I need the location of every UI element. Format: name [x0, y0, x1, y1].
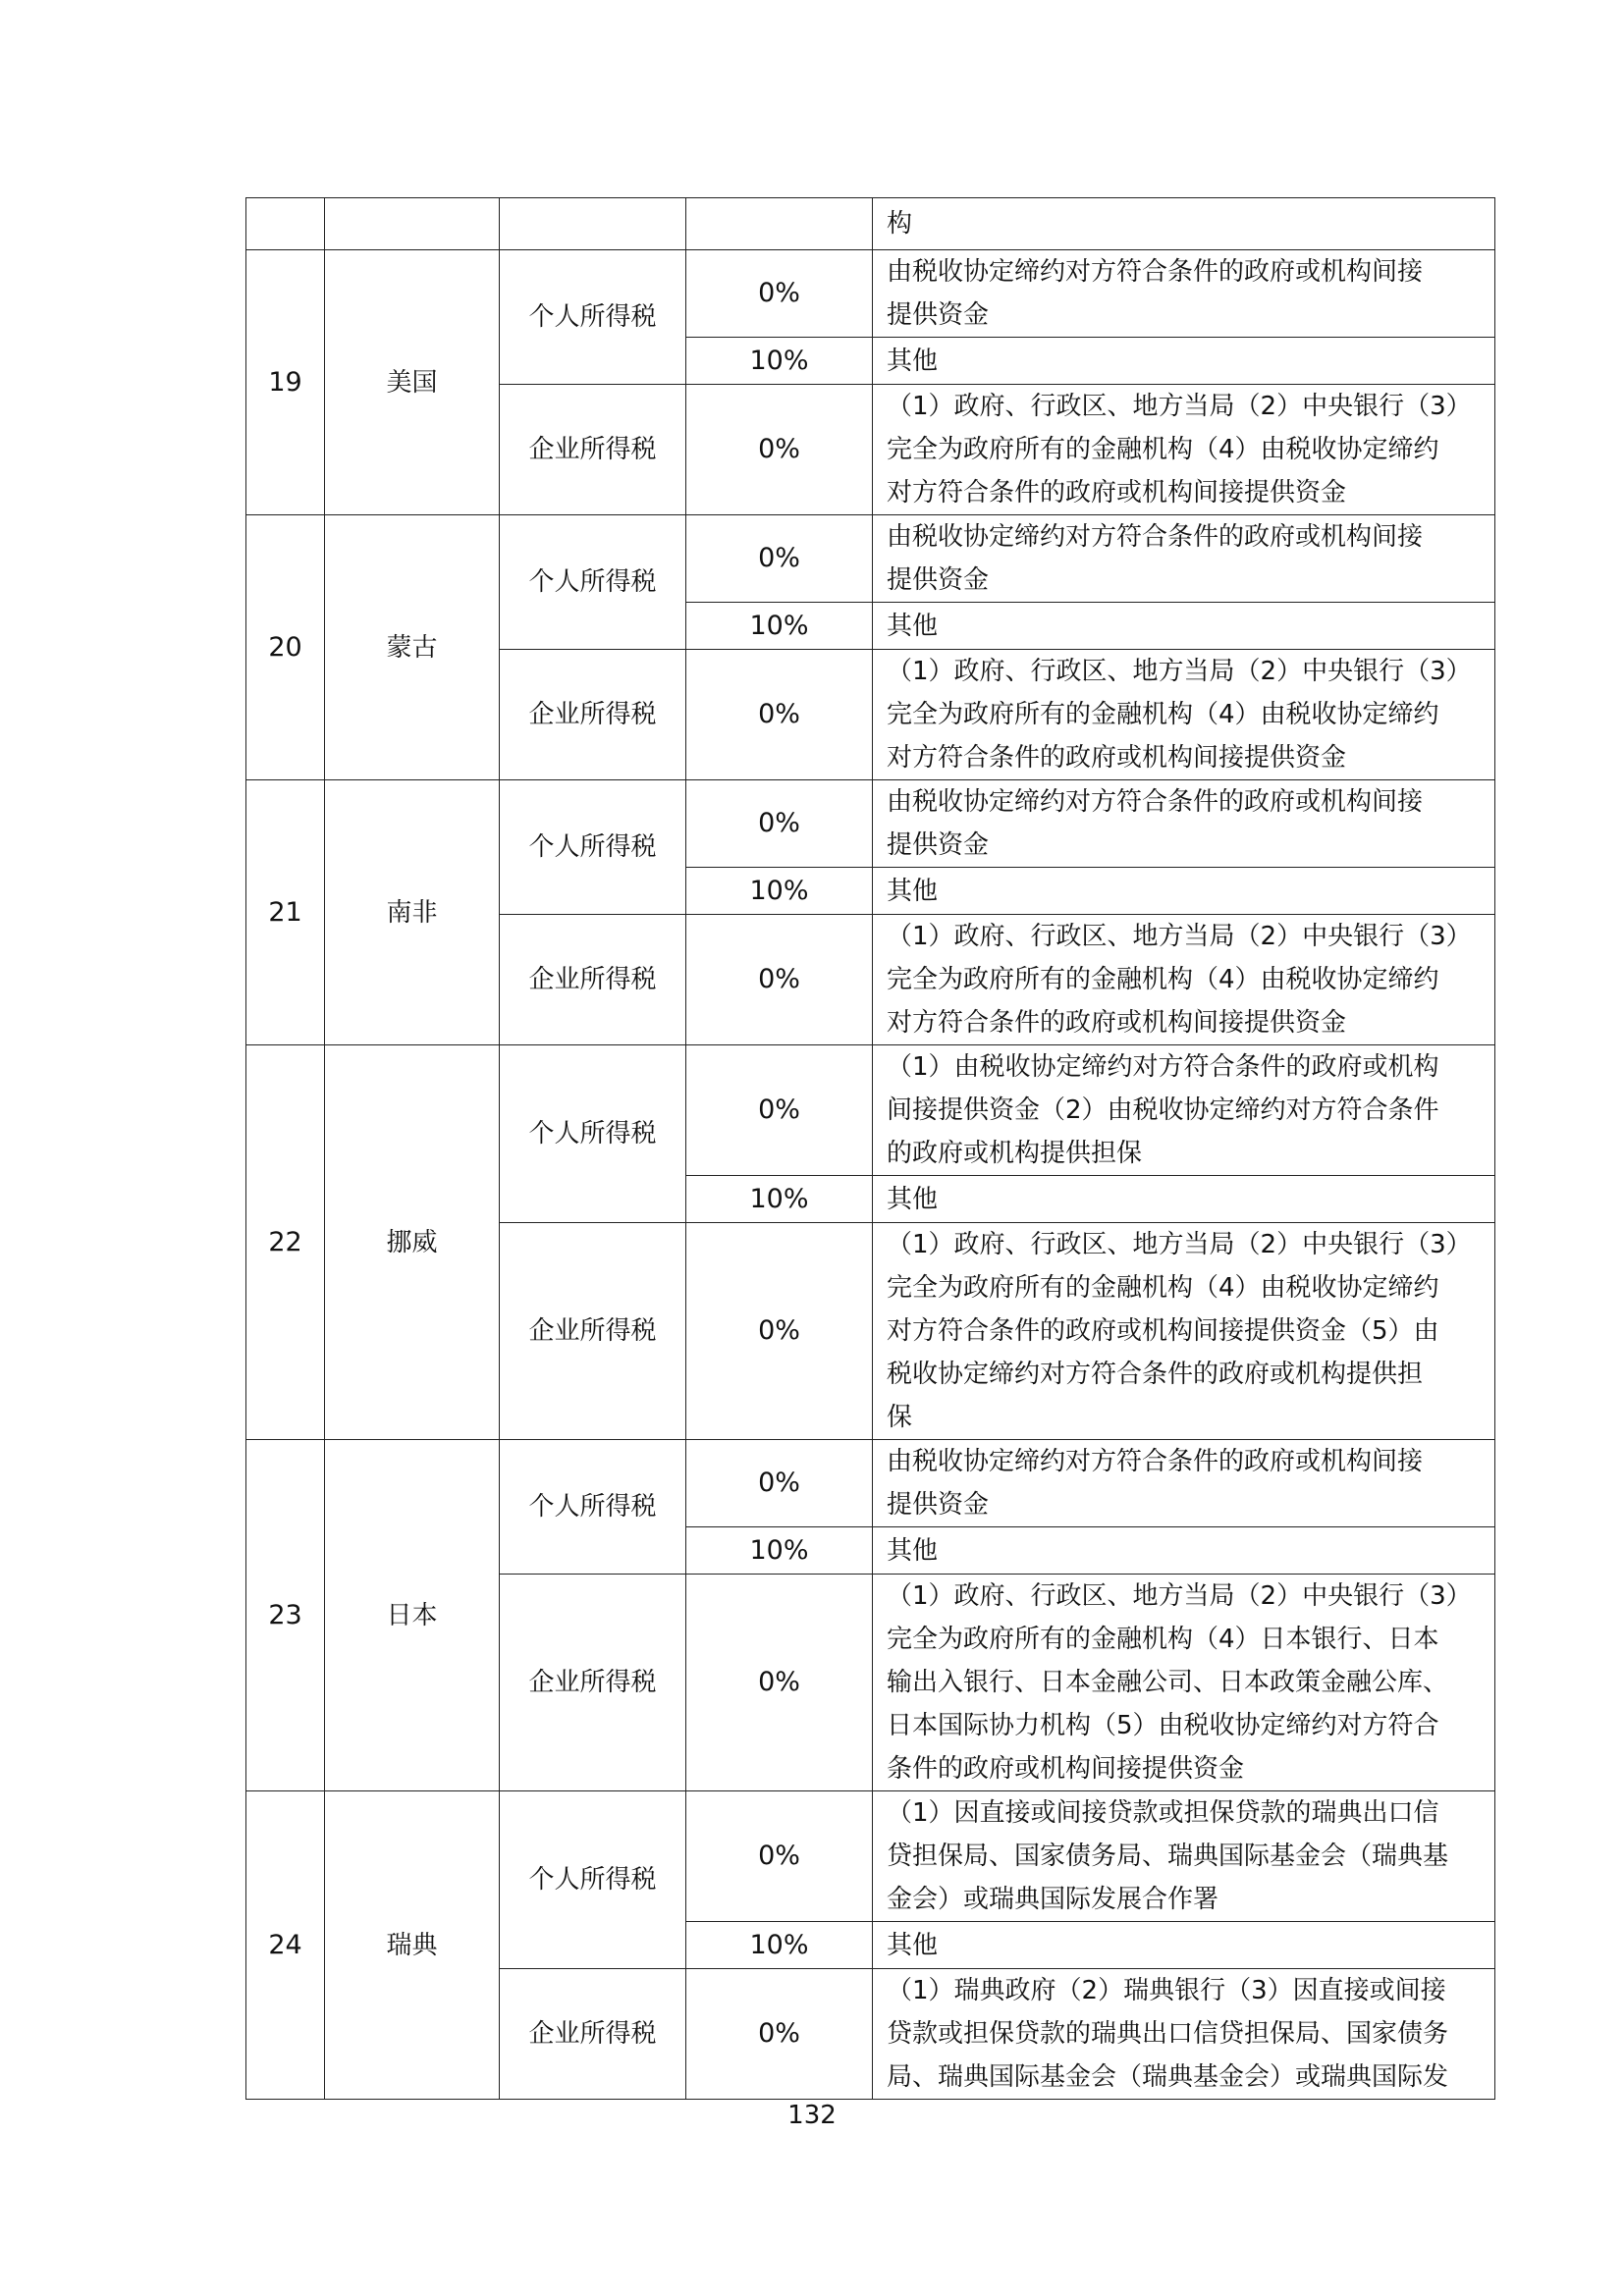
desc-line: 完全为政府所有的金融机构（4）由税收协定缔约: [887, 965, 1439, 994]
country-name: 日本: [325, 1440, 500, 1791]
empty-cell: [325, 198, 500, 250]
tax-rate: 0%: [686, 385, 873, 515]
tax-type-label: 个人所得税: [500, 1791, 686, 1969]
tax-type-label: 个人所得税: [500, 1045, 686, 1223]
condition-cell: [873, 650, 1495, 780]
country-name: 挪威: [325, 1045, 500, 1440]
condition-cell: 其他: [873, 1176, 1495, 1223]
tax-type-label: 企业所得税: [500, 1969, 686, 2100]
country-name: 南非: [325, 780, 500, 1045]
table-row: [246, 515, 1495, 603]
condition-cell: [873, 515, 1495, 603]
tax-rate: 10%: [686, 338, 873, 385]
tax-rate: 0%: [686, 1791, 873, 1922]
tax-type-label: 个人所得税: [500, 780, 686, 915]
desc-line: 间接提供资金（2）由税收协定缔约对方符合条件: [887, 1095, 1439, 1125]
condition-cell: [873, 1969, 1495, 2100]
continuation-text: 构: [873, 198, 1495, 250]
desc-line: （1）瑞典政府（2）瑞典银行（3）因直接或间接: [887, 1976, 1446, 2005]
tax-rate: 0%: [686, 250, 873, 338]
desc-line: 贷款或担保贷款的瑞典出口信贷担保局、国家债务: [887, 2019, 1449, 2049]
condition-cell: 其他: [873, 338, 1495, 385]
table-row: [246, 1791, 1495, 1922]
condition-cell: [873, 780, 1495, 868]
condition-cell: 其他: [873, 868, 1495, 915]
tax-rate: 10%: [686, 1527, 873, 1575]
desc-line: 对方符合条件的政府或机构间接提供资金: [887, 1008, 1347, 1038]
desc-line: 输出入银行、日本金融公司、日本政策金融公库、: [887, 1668, 1449, 1697]
desc-line: 贷担保局、国家债务局、瑞典国际基金会（瑞典基: [887, 1842, 1449, 1871]
tax-treaty-table: [245, 197, 1495, 2100]
table-row: [246, 1045, 1495, 1176]
continuation-row: [246, 198, 1495, 250]
tax-type-label: 个人所得税: [500, 250, 686, 385]
desc-line: 的政府或机构提供担保: [887, 1139, 1143, 1168]
desc-line: （1）因直接或间接贷款或担保贷款的瑞典出口信: [887, 1798, 1439, 1828]
table-row: [246, 780, 1495, 868]
country-name: 美国: [325, 250, 500, 515]
tax-type-label: 个人所得税: [500, 515, 686, 650]
tax-type-label: 企业所得税: [500, 1575, 686, 1791]
tax-type-label: 企业所得税: [500, 385, 686, 515]
condition-cell: [873, 915, 1495, 1045]
desc-line: （1）政府、行政区、地方当局（2）中央银行（3）: [887, 922, 1472, 951]
tax-rate: 0%: [686, 1440, 873, 1527]
desc-line: 由税收协定缔约对方符合条件的政府或机构间接: [887, 1447, 1424, 1476]
tax-rate: 0%: [686, 1223, 873, 1440]
desc-line: 对方符合条件的政府或机构间接提供资金: [887, 478, 1347, 507]
empty-cell: [686, 198, 873, 250]
tax-rate: 10%: [686, 868, 873, 915]
desc-line: 提供资金: [887, 1490, 990, 1520]
condition-cell: [873, 1045, 1495, 1176]
desc-line: 对方符合条件的政府或机构间接提供资金: [887, 743, 1347, 773]
desc-line: 完全为政府所有的金融机构（4）由税收协定缔约: [887, 435, 1439, 464]
row-number: 21: [246, 780, 325, 1045]
desc-line: 完全为政府所有的金融机构（4）由税收协定缔约: [887, 700, 1439, 729]
desc-line: 由税收协定缔约对方符合条件的政府或机构间接: [887, 522, 1424, 552]
row-number: 24: [246, 1791, 325, 2100]
desc-line: 日本国际协力机构（5）由税收协定缔约对方符合: [887, 1711, 1439, 1740]
condition-cell: 其他: [873, 603, 1495, 650]
condition-cell: [873, 1223, 1495, 1440]
condition-cell: 其他: [873, 1922, 1495, 1969]
tax-type-label: 企业所得税: [500, 650, 686, 780]
condition-cell: [873, 385, 1495, 515]
table-row: [246, 250, 1495, 338]
empty-cell: [500, 198, 686, 250]
tax-type-label: 企业所得税: [500, 915, 686, 1045]
desc-line: 条件的政府或机构间接提供资金: [887, 1754, 1245, 1784]
desc-line: （1）政府、行政区、地方当局（2）中央银行（3）: [887, 1581, 1472, 1611]
country-name: 蒙古: [325, 515, 500, 780]
tax-rate: 0%: [686, 1969, 873, 2100]
condition-cell: [873, 1440, 1495, 1527]
desc-line: 对方符合条件的政府或机构间接提供资金（5）由: [887, 1316, 1439, 1346]
desc-line: （1）由税收协定缔约对方符合条件的政府或机构: [887, 1052, 1439, 1082]
desc-line: 提供资金: [887, 300, 990, 330]
condition-cell: [873, 250, 1495, 338]
condition-cell: [873, 1575, 1495, 1791]
tax-type-label: 企业所得税: [500, 1223, 686, 1440]
desc-line: 提供资金: [887, 830, 990, 860]
condition-cell: 其他: [873, 1527, 1495, 1575]
desc-line: 提供资金: [887, 565, 990, 595]
empty-cell: [246, 198, 325, 250]
desc-line: 完全为政府所有的金融机构（4）日本银行、日本: [887, 1625, 1439, 1654]
tax-rate: 10%: [686, 1922, 873, 1969]
desc-line: （1）政府、行政区、地方当局（2）中央银行（3）: [887, 392, 1472, 421]
desc-line: 由税收协定缔约对方符合条件的政府或机构间接: [887, 257, 1424, 287]
row-number: 20: [246, 515, 325, 780]
tax-rate: 10%: [686, 1176, 873, 1223]
tax-rate: 0%: [686, 1575, 873, 1791]
page-number: 132: [787, 2101, 837, 2130]
desc-line: 完全为政府所有的金融机构（4）由税收协定缔约: [887, 1273, 1439, 1303]
row-number: 22: [246, 1045, 325, 1440]
table-body: [246, 198, 1495, 2100]
country-name: 瑞典: [325, 1791, 500, 2100]
tax-rate: 0%: [686, 780, 873, 868]
tax-rate: 0%: [686, 650, 873, 780]
desc-line: 保: [887, 1403, 913, 1432]
desc-line: （1）政府、行政区、地方当局（2）中央银行（3）: [887, 1230, 1472, 1259]
tax-rate: 0%: [686, 1045, 873, 1176]
tax-rate: 0%: [686, 515, 873, 603]
desc-line: （1）政府、行政区、地方当局（2）中央银行（3）: [887, 657, 1472, 686]
tax-type-label: 个人所得税: [500, 1440, 686, 1575]
desc-line: 局、瑞典国际基金会（瑞典基金会）或瑞典国际发: [887, 2062, 1449, 2092]
desc-line: 税收协定缔约对方符合条件的政府或机构提供担: [887, 1360, 1424, 1389]
row-number: 19: [246, 250, 325, 515]
condition-cell: [873, 1791, 1495, 1922]
desc-line: 由税收协定缔约对方符合条件的政府或机构间接: [887, 787, 1424, 817]
desc-line: 金会）或瑞典国际发展合作署: [887, 1885, 1219, 1914]
tax-rate: 0%: [686, 915, 873, 1045]
tax-rate: 10%: [686, 603, 873, 650]
row-number: 23: [246, 1440, 325, 1791]
table-row: [246, 1440, 1495, 1527]
